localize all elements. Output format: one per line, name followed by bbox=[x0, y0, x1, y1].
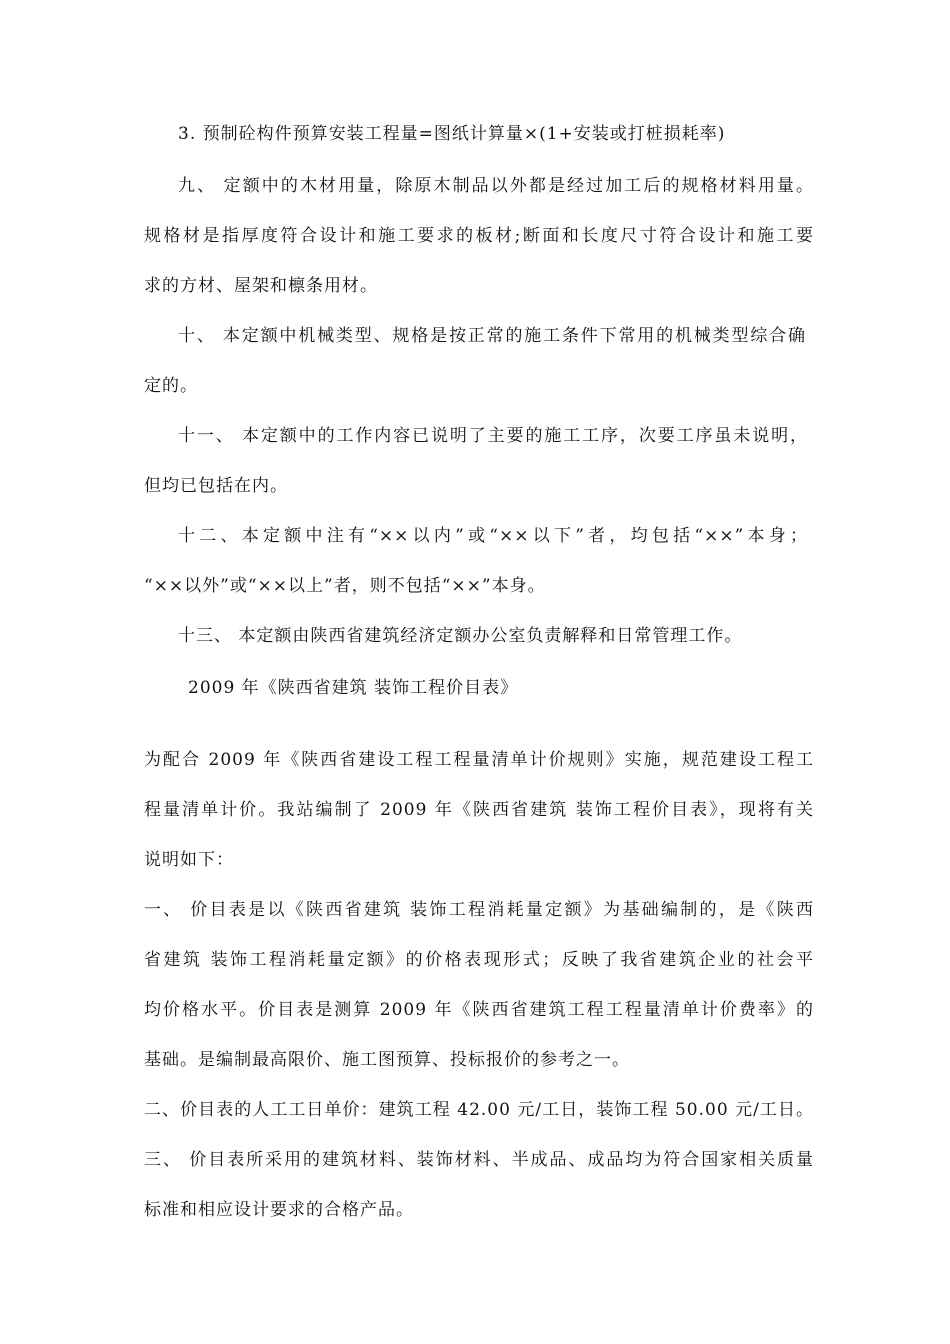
paragraph-9-line-2: 规格材是指厚度符合设计和施工要求的板材;断面和长度尺寸符合设计和施工要 bbox=[144, 226, 814, 246]
item-3-line-2: 标准和相应设计要求的合格产品。 bbox=[144, 1200, 414, 1220]
intro-line-2: 程量清单计价。我站编制了 2009 年《陕西省建筑 装饰工程价目表》，现将有关 bbox=[144, 800, 814, 820]
intro-line-3: 说明如下： bbox=[144, 850, 234, 870]
paragraph-10-line-1: 十、 本定额中机械类型、规格是按正常的施工条件下常用的机械类型综合确 bbox=[178, 326, 806, 346]
paragraph-11-line-2: 但均已包括在内。 bbox=[144, 476, 288, 496]
paragraph-12-line-2: “××以外”或“××以上”者，则不包括“××”本身。 bbox=[144, 576, 546, 596]
item-1-line-2: 省建筑 装饰工程消耗量定额》的价格表现形式；反映了我省建筑企业的社会平 bbox=[144, 950, 814, 970]
paragraph-9-line-3: 求的方材、屋架和檩条用材。 bbox=[144, 276, 378, 296]
intro-line-1: 为配合 2009 年《陕西省建设工程工程量清单计价规则》实施，规范建设工程工 bbox=[144, 750, 814, 770]
paragraph-9-line-1: 九、 定额中的木材用量，除原木制品以外都是经过加工后的规格材料用量。 bbox=[178, 176, 814, 196]
paragraph-13-line-1: 十三、 本定额由陕西省建筑经济定额办公室负责解释和日常管理工作。 bbox=[178, 626, 743, 646]
paragraph-10-line-2: 定的。 bbox=[144, 376, 198, 396]
text-line-item-3: 3. 预制砼构件预算安装工程量=图纸计算量×(1+安装或打桩损耗率) bbox=[178, 124, 726, 144]
item-1-line-1: 一、 价目表是以《陕西省建筑 装饰工程消耗量定额》为基础编制的，是《陕西 bbox=[144, 900, 814, 920]
item-1-line-4: 基础。是编制最高限价、施工图预算、投标报价的参考之一。 bbox=[144, 1050, 630, 1070]
paragraph-12-line-1: 十二、本定额中注有“××以内”或“××以下”者，均包括“××”本身； bbox=[178, 526, 808, 546]
item-1-line-3: 均价格水平。价目表是测算 2009 年《陕西省建筑工程工程量清单计价费率》的 bbox=[144, 1000, 814, 1020]
item-3-line-1: 三、 价目表所采用的建筑材料、装饰材料、半成品、成品均为符合国家相关质量 bbox=[144, 1150, 814, 1170]
item-2-line-1: 二、价目表的人工工日单价：建筑工程 42.00 元/工日，装饰工程 50.00 元/工日。 bbox=[144, 1100, 814, 1120]
section-heading: 2009 年《陕西省建筑 装饰工程价目表》 bbox=[188, 678, 519, 698]
paragraph-11-line-1: 十一、 本定额中的工作内容已说明了主要的施工工序，次要工序虽未说明， bbox=[178, 426, 808, 446]
